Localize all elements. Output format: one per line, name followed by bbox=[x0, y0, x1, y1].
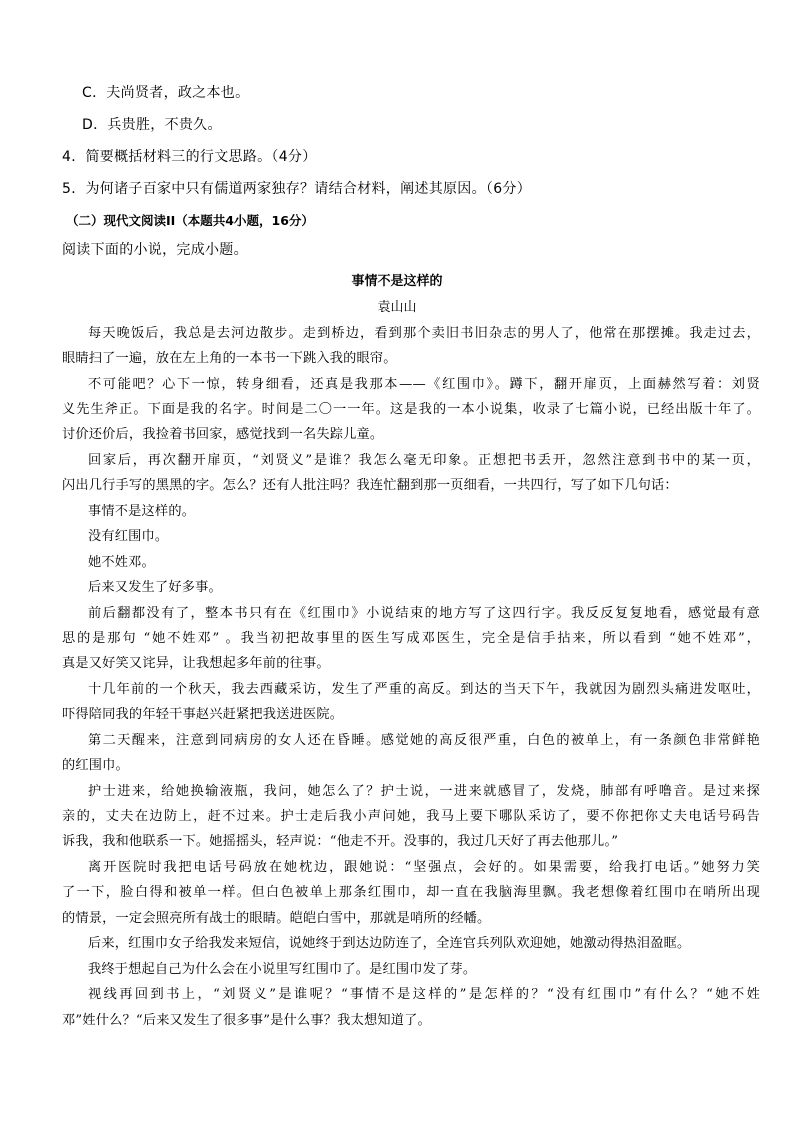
story-line: 每天晚饭后，我总是去河边散步。走到桥边，看到那个卖旧书旧杂志的男人了，他常在那摆摊。我走过去， bbox=[88, 326, 760, 341]
story-line: 亲的，丈夫在边防上，赶不过来。护士走后我小声问她，我马上要下哪队采访了，要不你把你丈夫电话号码告 bbox=[62, 809, 760, 824]
story-line: 诉我，我和他联系一下。她摇摇头，轻声说：“他走不开。没事的，我过几天好了再去他那儿。” bbox=[62, 834, 619, 849]
section-header: （二）现代文阅读II（本题共4小题，16分） bbox=[66, 213, 314, 228]
story-author: 袁山山 bbox=[377, 300, 417, 315]
story-line: 的情景，一定会照亮所有战士的眼睛。皑皑白雪中，那就是哨所的经幡。 bbox=[62, 911, 491, 926]
story-line: 义先生斧正。下面是我的名字。时间是二〇一一年。这是我的一本小说集，收录了七篇小说，已经出版十年了。 bbox=[62, 402, 760, 417]
story-line: 后来又发生了好多事。 bbox=[88, 580, 222, 595]
story-line: 前后翻都没有了，整本书只有在《红围巾》小说结束的地方写了这四行字。我反反复复地看，感觉最有意 bbox=[88, 606, 760, 621]
story-line: 她不姓邓。 bbox=[88, 555, 155, 570]
story-line: 眼睛扫了一遍，放在左上角的一本书一下跳入我的眼帘。 bbox=[62, 351, 397, 366]
section-instruction: 阅读下面的小说，完成小题。 bbox=[62, 242, 248, 258]
story-line: 没有红围巾。 bbox=[88, 529, 169, 544]
story-line: 离开医院时我把电话号码放在她枕边，跟她说：“坚强点，会好的。如果需要，给我打电话。”她努力笑 bbox=[88, 860, 760, 875]
story-line: 十几年前的一个秋天，我去西藏采访，发生了严重的高反。到达的当天下午，我就因为剧烈头痛进发呕吐， bbox=[88, 682, 760, 697]
story-line: 邓”姓什么？“后来又发生了很多事”是什么事？我太想知道了。 bbox=[62, 1013, 431, 1028]
story-line: 吓得陪同我的年轻干事赵兴赶紧把我送进医院。 bbox=[62, 707, 344, 722]
story-line: 后来，红围巾女子给我发来短信，说她终于到达边防连了，全连官兵列队欢迎她，她激动得热泪盈眶。 bbox=[88, 936, 691, 951]
story-line: 的红围巾。 bbox=[62, 758, 129, 773]
story-line: 讨价还价后，我捡着书回家，感觉找到一名失踪儿童。 bbox=[62, 427, 384, 442]
story-line: 护士进来，给她换输液瓶，我问，她怎么了？护士说，一进来就感冒了，发烧，肺部有呼噜音。是过来探 bbox=[88, 784, 760, 799]
story-line: 第二天醒来，注意到同病房的女人还在昏睡。感觉她的高反很严重，白色的被单上，有一条颜色非常鲜艳 bbox=[88, 733, 760, 748]
option-c: C．夫尚贤者，政之本也。 bbox=[82, 85, 250, 101]
story-line: 闪出几行手写的黑黑的字。怎么？还有人批注吗？我连忙翻到那一页细看，一共四行，写了如下几句话： bbox=[62, 478, 678, 493]
option-d: D．兵贵胜，不贵久。 bbox=[82, 117, 222, 133]
question-5: 5．为何诸子百家中只有儒道两家独存？请结合材料，阐述其原因。（6分） bbox=[62, 181, 532, 197]
story-line: 不可能吧？心下一惊，转身细看，还真是我那本——《红围巾》。蹲下，翻开扉页，上面赫然写着：刘贤 bbox=[88, 377, 760, 392]
story-line: 回家后，再次翻开扉页，“刘贤义”是谁？我怎么毫无印象。正想把书丢开，忽然注意到书中的某一页， bbox=[88, 453, 760, 468]
story-line: 视线再回到书上，“刘贤义”是谁呢？“事情不是这样的”是怎样的？“没有红围巾”有什么？“她不姓 bbox=[88, 987, 760, 1002]
story-line: 了一下，脸白得和被单一样。但白色被单上那条红围巾，却一直在我脑海里飘。我老想像着红围巾在哨所出现 bbox=[62, 885, 760, 900]
question-4: 4．简要概括材料三的行文思路。（4分） bbox=[62, 149, 317, 165]
story-line: 事情不是这样的。 bbox=[88, 504, 196, 519]
story-line: 真是又好笑又诧异，让我想起多年前的往事。 bbox=[62, 656, 330, 671]
story-line: 我终于想起自己为什么会在小说里写红围巾了。是红围巾发了芽。 bbox=[88, 962, 477, 977]
story-line: 思的是那句 “她不姓邓” 。我当初把故事里的医生写成邓医生，完全是信手拈来，所以看到 “她不姓邓”， bbox=[62, 631, 760, 646]
story-title: 事情不是这样的 bbox=[351, 274, 443, 289]
